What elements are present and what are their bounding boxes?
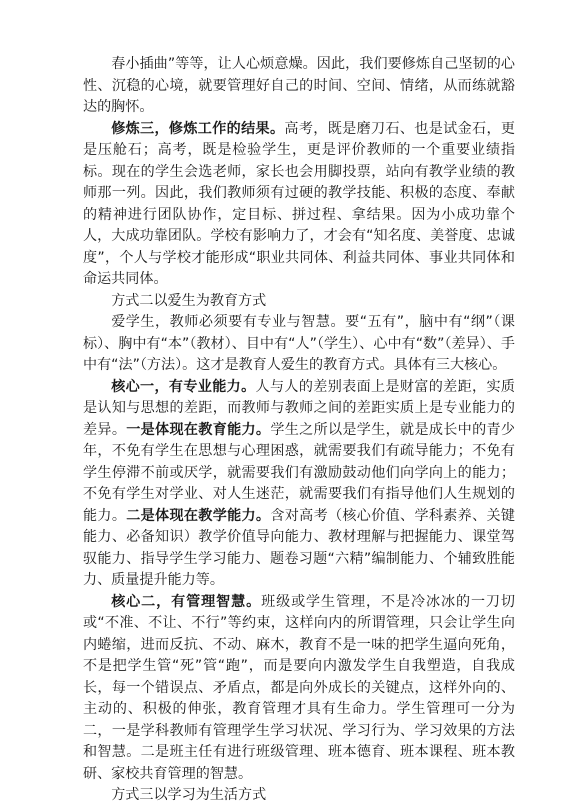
section-heading-method-two xyxy=(83,291,515,313)
paragraph-cultivation-three xyxy=(83,119,515,291)
section-heading-method-three xyxy=(83,785,515,807)
paragraph-core-one xyxy=(83,377,515,592)
paragraph-inline-bold: 二是体现在教学能力。 xyxy=(126,507,271,524)
paragraph-love-students xyxy=(83,312,515,377)
document-page xyxy=(83,54,515,807)
paragraph-inline-bold: 一是体现在教育能力。 xyxy=(126,421,271,438)
paragraph-core-two xyxy=(83,592,515,786)
section-heading-text: 方式三以学习为生活方式 xyxy=(111,787,267,803)
paragraph-lead-bold: 核心一，有专业能力。 xyxy=(111,378,256,395)
paragraph-text: 班级或学生管理，不是冷冰冰的一刀切或“不准、不让、不行”等约束，这样向内的所谓管理，只会让学生向内蜷缩，进而反抗、不动、麻木，教育不是一味的把学生逼向死角，不是把学生管“死”管“跑”，而是要向内激发学生自我塑造，自我成长，每一个错误点、矛盾点，都是向外成长的关键点，这样外向的、主动的、积极的伸张，教育管理才具有生命力。学生管理可一分为二，一是学科教师有管理学生学习状况、学习行为、学习效果的方法和智慧。二是班主任有进行班级管理、班本德育、班本课程、班本教研、家校共育管理的智慧。 xyxy=(83,593,516,782)
paragraph-lead-bold: 修炼三，修炼工作的结果。 xyxy=(111,120,285,137)
paragraph-text: 春小插曲”等等，让人心烦意燥。因此，我们要修炼自己坚韧的心性、沉稳的心境，就要管理好自己的时间、空间、情绪，从而练就豁达的胸怀。 xyxy=(83,56,515,115)
paragraph-text: 含对高考（核心价值、学科素养、关键能力、必备知识）教学价值导向能力、教材理解与把握能力、课堂驾驭能力、指导学生学习能力、题卷习题“六精”编制能力、个辅致胜能力、质量提升能力等。 xyxy=(83,507,516,588)
section-heading-text: 方式二以爱生为教育方式 xyxy=(111,292,267,309)
paragraph-text: 爱学生，教师必须要有专业与智慧。要“五有”，脑中有“纲”（课标）、胸中有“本”（教材）、目中有“人”（学生）、心中有“数”（差异）、手中有“法”（方法）。这才是教育人爱生的教育方式。具体有三大核心。 xyxy=(83,314,515,373)
paragraph-text: 学生之所以是学生，就是成长中的青少年，不免有学生在思想与心理困惑，就需要我们有疏导能力；不免有学生停滞不前或厌学，就需要我们有激励鼓动他们向学向上的能力；不免有学生对学业、对人生迷茫，就需要我们有指导他们人生规划的能力。 xyxy=(83,421,516,524)
paragraph-lead-bold: 核心二，有管理智慧。 xyxy=(111,593,262,610)
paragraph-text: 高考，既是磨刀石、也是试金石，更是压舱石；高考，既是检验学生，更是评价教师的一个重要业绩指标。现在的学生会选老师，家长也会用脚投票，站向有教学业绩的教师那一列。因此，我们教师须有过硬的教学技能、积极的态度、奉献的精神进行团队协作，定目标、拼过程、拿结果。因为小成功靠个人，大成功靠团队。学校有影响力了，才会有“知名度、美誉度、忠诚度”，个人与学校才能形成“职业共同体、利益共同体、事业共同体和命运共同体。 xyxy=(83,120,516,287)
paragraph-intro xyxy=(83,54,515,119)
paragraph-text: 人与人的差别表面上是财富的差距，实质是认知与思想的差距，而教师与教师之间的差距实质上是专业能力的差异。 xyxy=(83,378,516,438)
